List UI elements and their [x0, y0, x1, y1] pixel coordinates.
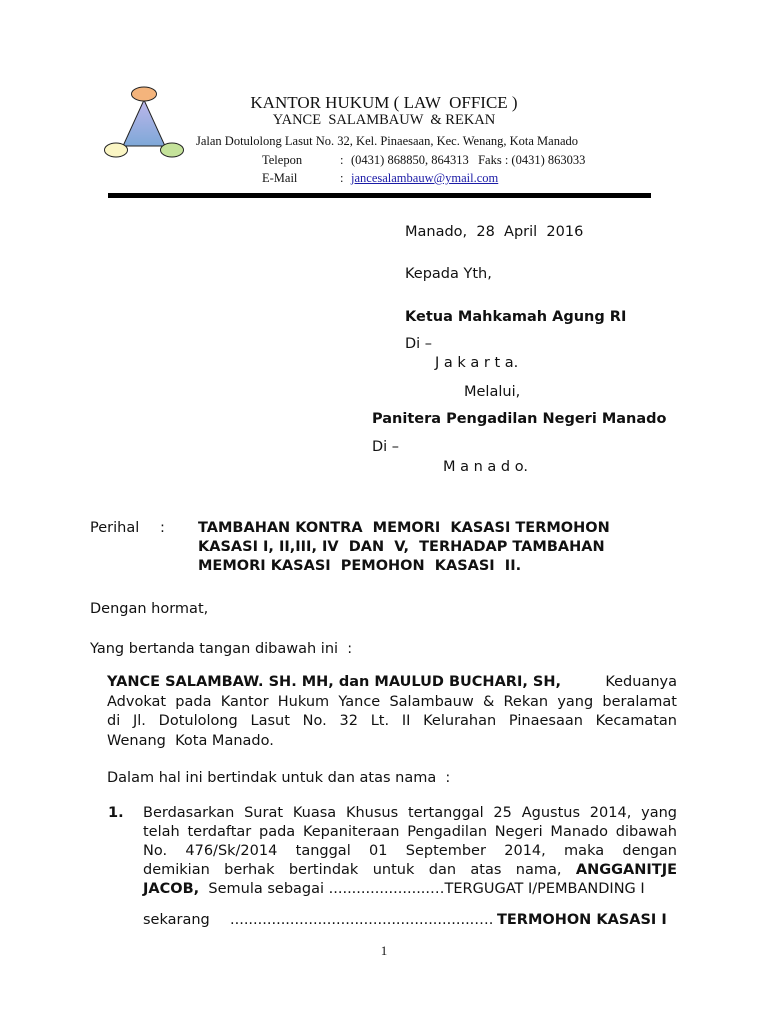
now-status: TERMOHON KASASI I [497, 912, 667, 928]
signatories-line: Advokat pada Kantor Hukum Yance Salambauw & Rekan yang beralamat [107, 693, 677, 710]
item-line [143, 880, 645, 899]
recipient-city: J a k a r t a. [435, 355, 519, 371]
item-line-text: demikian berhak bertindak untuk dan atas nama, [143, 862, 562, 878]
signatory-names: YANCE SALAMBAW. SH. MH, dan MAULUD BUCHARI, SH, [107, 674, 561, 690]
signatories-line [107, 673, 677, 692]
client-name-last: JACOB, [143, 881, 200, 897]
email-label: E-Mail [262, 171, 298, 185]
subject-label: Perihal [90, 520, 140, 536]
phone-separator: : [340, 153, 344, 167]
item-line: Berdasarkan Surat Kuasa Khusus tertanggal 25 Agustus 2014, yang [143, 805, 677, 821]
acting-for-text: Dalam hal ini bertindak untuk dan atas nama : [107, 770, 451, 786]
letterhead-title: KANTOR HUKUM ( LAW OFFICE ) [250, 93, 518, 112]
logo-right-oval [161, 143, 184, 157]
via-at: Di – [372, 439, 400, 455]
email-separator: : [340, 171, 344, 185]
logo-left-oval [105, 143, 128, 157]
salutation: Dengan hormat, [90, 601, 209, 617]
item-number: 1. [108, 805, 124, 821]
via-city: M a n a d o. [443, 459, 528, 475]
via-recipient: Panitera Pengadilan Negeri Manado [372, 411, 667, 427]
item-line: telah terdaftar pada Kepaniteraan Pengadilan Negeri Manado dibawah [143, 824, 677, 840]
item-line: No. 476/Sk/2014 tanggal 01 September 2014, maka dengan [143, 843, 677, 859]
place-date: Manado, 28 April 2016 [405, 224, 584, 240]
via-label: Melalui, [464, 384, 521, 400]
phone-label: Telepon [262, 153, 303, 167]
signatories-line: Wenang Kota Manado. [107, 732, 274, 749]
subject-line: MEMORI KASASI PEMOHON KASASI II. [198, 558, 522, 574]
letterhead-firm-name: YANCE SALAMBAUW & REKAN [272, 112, 496, 128]
signatories-line-end: Keduanya [605, 674, 677, 690]
page-number: 1 [380, 943, 388, 958]
letterhead-divider [108, 193, 651, 198]
subject-line: KASASI I, II,III, IV DAN V, TERHADAP TAMBAHAN [198, 539, 605, 555]
signatories-line: di Jl. Dotulolong Lasut No. 32 Lt. II Kelurahan Pinaesaan Kecamatan [107, 713, 677, 729]
recipient-name: Ketua Mahkamah Agung RI [405, 309, 627, 325]
email-link[interactable]: jancesalambauw@ymail.com [351, 171, 499, 185]
client-name-first: ANGGANITJE [575, 862, 677, 878]
recipient-at: Di – [405, 336, 433, 352]
item-line-text: Semula sebagai ......................…TERGUGAT I/PEMBANDING I [199, 881, 645, 897]
letterhead-address: Jalan Dotulolong Lasut No. 32, Kel. Pinaesaan, Kec. Wenang, Kota Manado [196, 134, 579, 148]
subject-separator: : [160, 520, 165, 536]
phone-fax-numbers: (0431) 868850, 864313 Faks : (0431) 863033 [351, 153, 586, 167]
now-label: sekarang [143, 912, 210, 928]
intro-text: Yang bertanda tangan dibawah ini : [90, 641, 353, 657]
now-leader-dots: .....................................................…. [230, 912, 494, 928]
subject-line: TAMBAHAN KONTRA MEMORI KASASI TERMOHON [198, 520, 610, 536]
addressee-greeting: Kepada Yth, [405, 266, 492, 282]
item-line [143, 861, 677, 880]
